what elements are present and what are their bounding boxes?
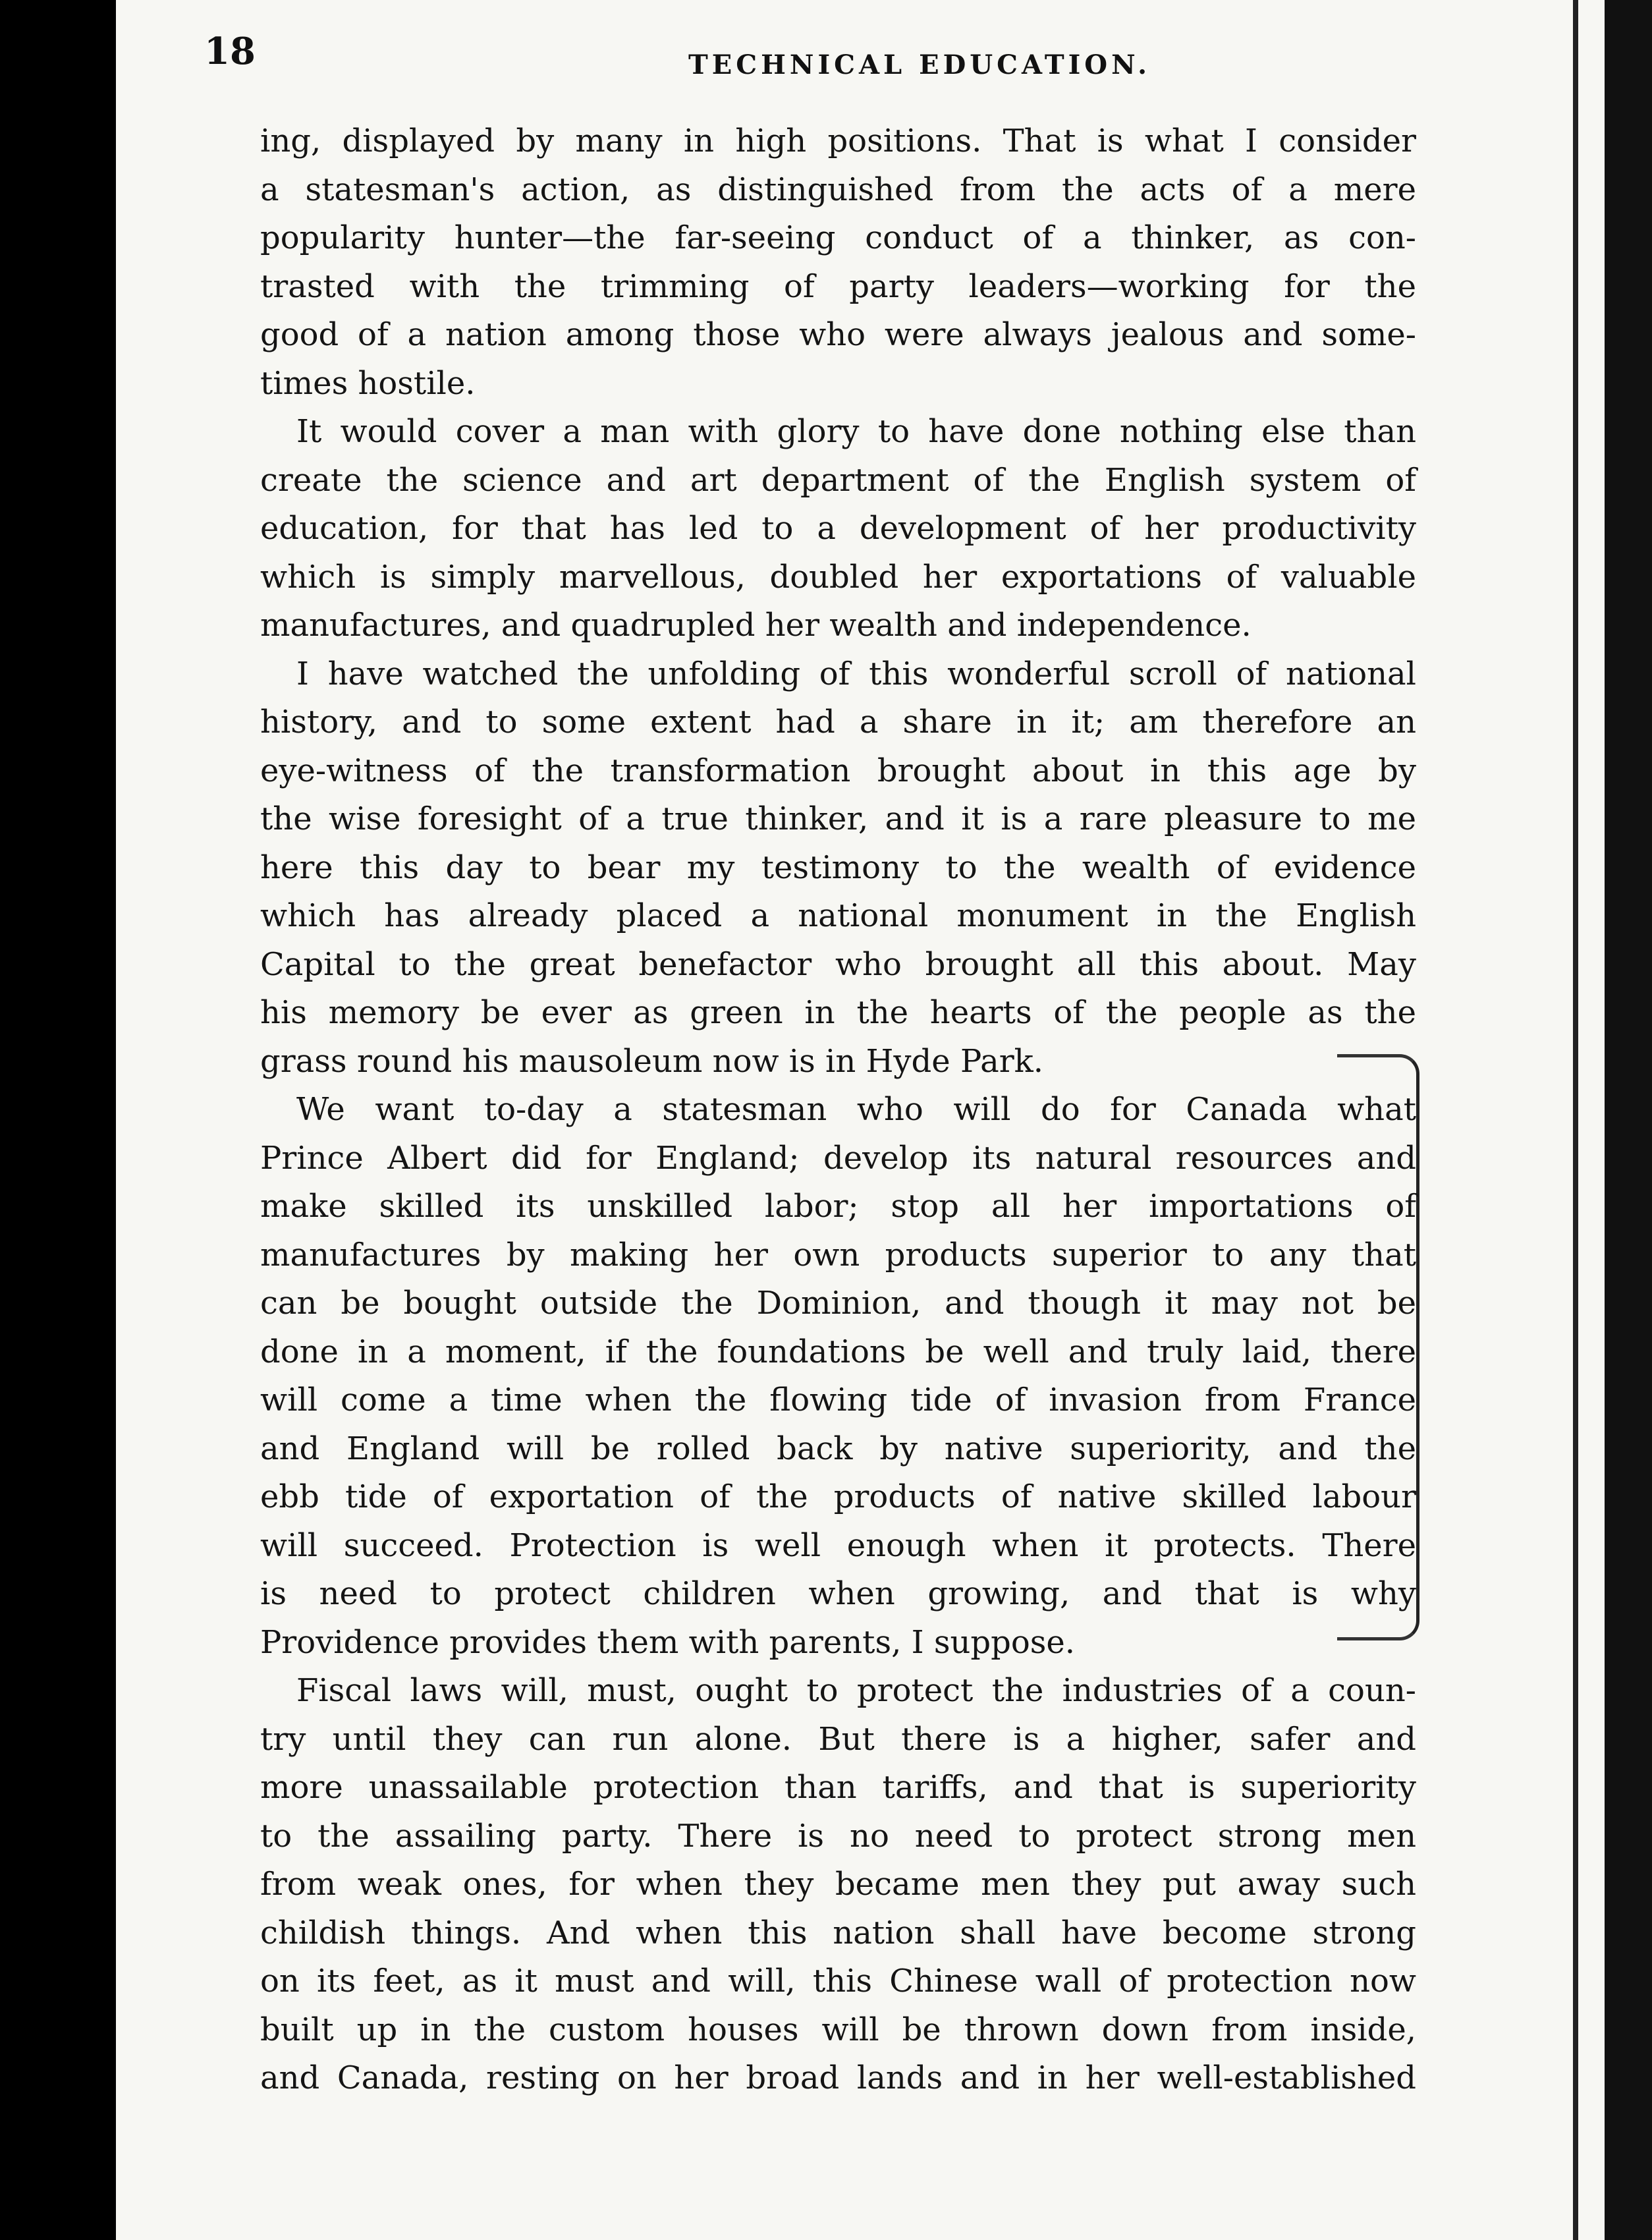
text-line: and England will be rolled back by native superiority, and the bbox=[260, 1430, 1416, 1467]
text-line: a statesman's action, as distinguished from the acts of a mere bbox=[260, 171, 1416, 208]
text-line: popularity hunter—the far-seeing conduct of a thinker, as con- bbox=[260, 219, 1416, 256]
text-line: will come a time when the flowing tide of invasion from France bbox=[260, 1382, 1416, 1418]
text-line: We want to-day a statesman who will do for Canada what bbox=[296, 1091, 1416, 1128]
text-line: is need to protect children when growing, and that is why bbox=[260, 1575, 1416, 1612]
text-line: from weak ones, for when they became men they put away such bbox=[260, 1866, 1416, 1903]
text-line: Fiscal laws will, must, ought to protect the industries of a coun- bbox=[296, 1672, 1416, 1709]
text-line: his memory be ever as green in the hearts of the people as the bbox=[260, 994, 1416, 1031]
text-line: try until they can run alone. But there is a higher, safer and bbox=[260, 1720, 1416, 1758]
scan-border bbox=[1605, 0, 1652, 2240]
text-line: can be bought outside the Dominion, and though it may not be bbox=[260, 1285, 1416, 1322]
text-line: manufactures by making her own products superior to any that bbox=[260, 1236, 1416, 1274]
text-line: Capital to the great benefactor who brought all this about. May bbox=[260, 945, 1416, 983]
text-line: times hostile. bbox=[260, 364, 476, 402]
text-line: grass round his mausoleum now is in Hyde Park. bbox=[260, 1042, 1043, 1080]
text-line: here this day to bear my testimony to the wealth of evidence bbox=[260, 849, 1416, 886]
text-line: I have watched the unfolding of this wonderful scroll of national bbox=[296, 655, 1416, 692]
text-line: history, and to some extent had a share in it; am therefore an bbox=[260, 704, 1416, 741]
text-line: which has already placed a national monument in the English bbox=[260, 897, 1416, 934]
page-edge-shadow bbox=[1573, 0, 1578, 2240]
paragraph-4 bbox=[260, 1086, 1416, 1667]
text-line: will succeed. Protection is well enough when it protects. There bbox=[260, 1526, 1416, 1564]
paragraph-5 bbox=[260, 1667, 1416, 2103]
text-line: ing, displayed by many in high positions. That is what I consider bbox=[260, 123, 1416, 159]
text-line: manufactures, and quadrupled her wealth and independence. bbox=[260, 607, 1252, 644]
page-number: 18 bbox=[204, 30, 256, 73]
text-line: to the assailing party. There is no need to protect strong men bbox=[260, 1817, 1416, 1855]
text-line: It would cover a man with glory to have done nothing else than bbox=[296, 413, 1416, 450]
text-line: more unassailable protection than tariffs, and that is superiority bbox=[260, 1769, 1416, 1806]
text-line: Prince Albert did for England; develop its natural resources and bbox=[260, 1139, 1416, 1177]
text-line: eye-witness of the transformation brought about in this age by bbox=[260, 752, 1416, 789]
text-line: make skilled its unskilled labor; stop all her importations of bbox=[260, 1188, 1416, 1225]
text-line: childish things. And when this nation shall have become strong bbox=[260, 1914, 1416, 1951]
text-line: done in a moment, if the foundations be well and truly laid, there bbox=[260, 1333, 1416, 1370]
text-line: ebb tide of exportation of the products of native skilled labour bbox=[260, 1478, 1416, 1515]
page-header bbox=[204, 30, 1443, 102]
text-line: on its feet, as it must and will, this Chinese wall of protection now bbox=[260, 1963, 1416, 2000]
text-line: the wise foresight of a true thinker, and it is a rare pleasure to me bbox=[260, 800, 1416, 837]
text-line: education, for that has led to a development of her productivity bbox=[260, 510, 1416, 547]
text-line: good of a nation among those who were always jealous and some- bbox=[260, 316, 1416, 353]
text-line: Providence provides them with parents, I suppose. bbox=[260, 1623, 1076, 1661]
body-text bbox=[260, 117, 1416, 2103]
text-line: and Canada, resting on her broad lands and in her well-established bbox=[260, 2059, 1416, 2096]
text-line: create the science and art department of the English system of bbox=[260, 461, 1416, 499]
paragraph-1 bbox=[260, 117, 1416, 408]
running-title: TECHNICAL EDUCATION. bbox=[688, 49, 1151, 80]
paragraph-2 bbox=[260, 408, 1416, 650]
paragraph-3 bbox=[260, 650, 1416, 1086]
text-line: built up in the custom houses will be thrown down from inside, bbox=[260, 2011, 1416, 2048]
text-line: which is simply marvellous, doubled her exportations of valuable bbox=[260, 558, 1416, 596]
text-line: trasted with the trimming of party leaders—working for the bbox=[260, 267, 1416, 305]
